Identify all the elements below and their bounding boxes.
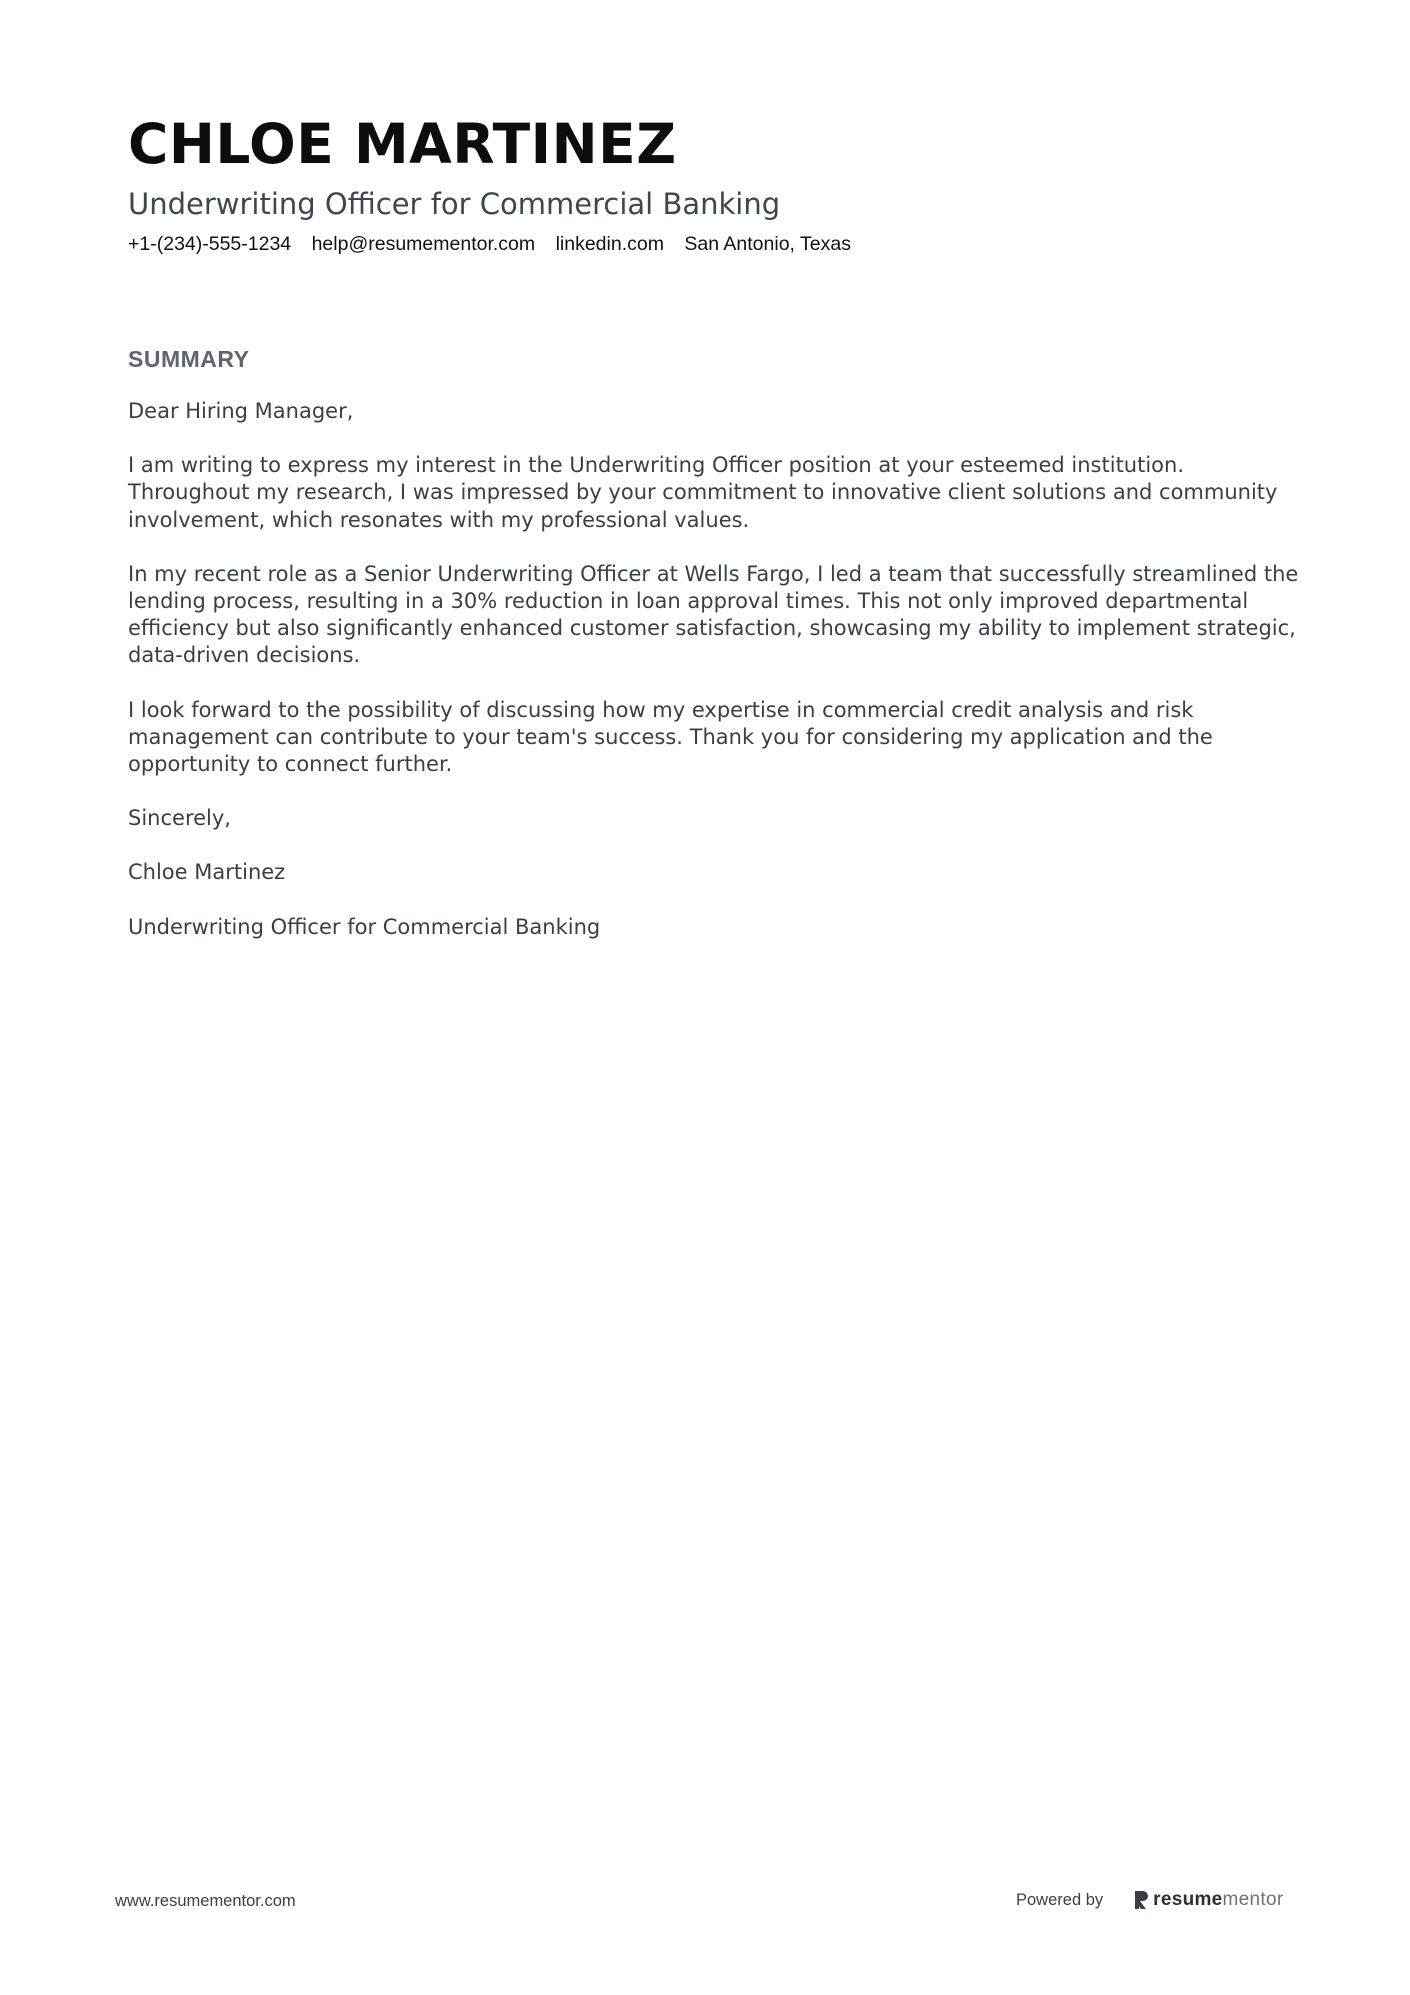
letter-body bbox=[128, 398, 1300, 968]
footer-branding bbox=[1016, 1886, 1283, 1914]
letter-signature-name: Chloe Martinez bbox=[128, 860, 286, 885]
brand-text-mentor: mentor bbox=[1222, 1889, 1284, 1910]
job-title: Underwriting Officer for Commercial Banking bbox=[128, 187, 781, 221]
contact-info bbox=[128, 231, 1278, 257]
powered-by-label: Powered by bbox=[1016, 1890, 1104, 1909]
header bbox=[128, 108, 1278, 257]
contact-linkedin: linkedin.com bbox=[555, 233, 664, 255]
resumementor-logo-icon bbox=[1133, 1890, 1149, 1910]
candidate-name: CHLOE MARTINEZ bbox=[128, 112, 677, 176]
footer-website: www.resumementor.com bbox=[115, 1892, 296, 1910]
letter-closing: Sincerely, bbox=[128, 806, 231, 831]
contact-location: San Antonio, Texas bbox=[684, 233, 851, 255]
letter-greeting: Dear Hiring Manager, bbox=[128, 399, 354, 423]
letter-paragraph: I look forward to the possibility of discussing how my expertise in commercial credit analysis and risk management can contribute to your team's success. Thank you for considering my application and the opportunity to connect further. bbox=[128, 697, 1213, 777]
letter-paragraph: I am writing to express my interest in the Underwriting Officer position at your esteemed institution. Throughout my research, I was impressed by your commitment to innovative client solutions and community involvement, which resonates with my professional values. bbox=[128, 453, 1278, 532]
contact-email: help@resumementor.com bbox=[311, 233, 536, 255]
letter-paragraph: In my recent role as a Senior Underwriting Officer at Wells Fargo, I led a team that successfully streamlined the lending process, resulting in a 30% reduction in loan approval times. This not only improved departmental efficiency but also significantly enhanced customer satisfaction, showcasing my ability to implement strategic, data-driven decisions. bbox=[128, 561, 1299, 668]
contact-phone: +1-(234)-555-1234 bbox=[128, 233, 292, 255]
brand-text-resume: resume bbox=[1153, 1889, 1223, 1910]
section-heading-summary: SUMMARY bbox=[128, 346, 250, 372]
letter-signature-title: Underwriting Officer for Commercial Banking bbox=[128, 914, 601, 939]
resumementor-logo bbox=[1133, 1889, 1283, 1911]
